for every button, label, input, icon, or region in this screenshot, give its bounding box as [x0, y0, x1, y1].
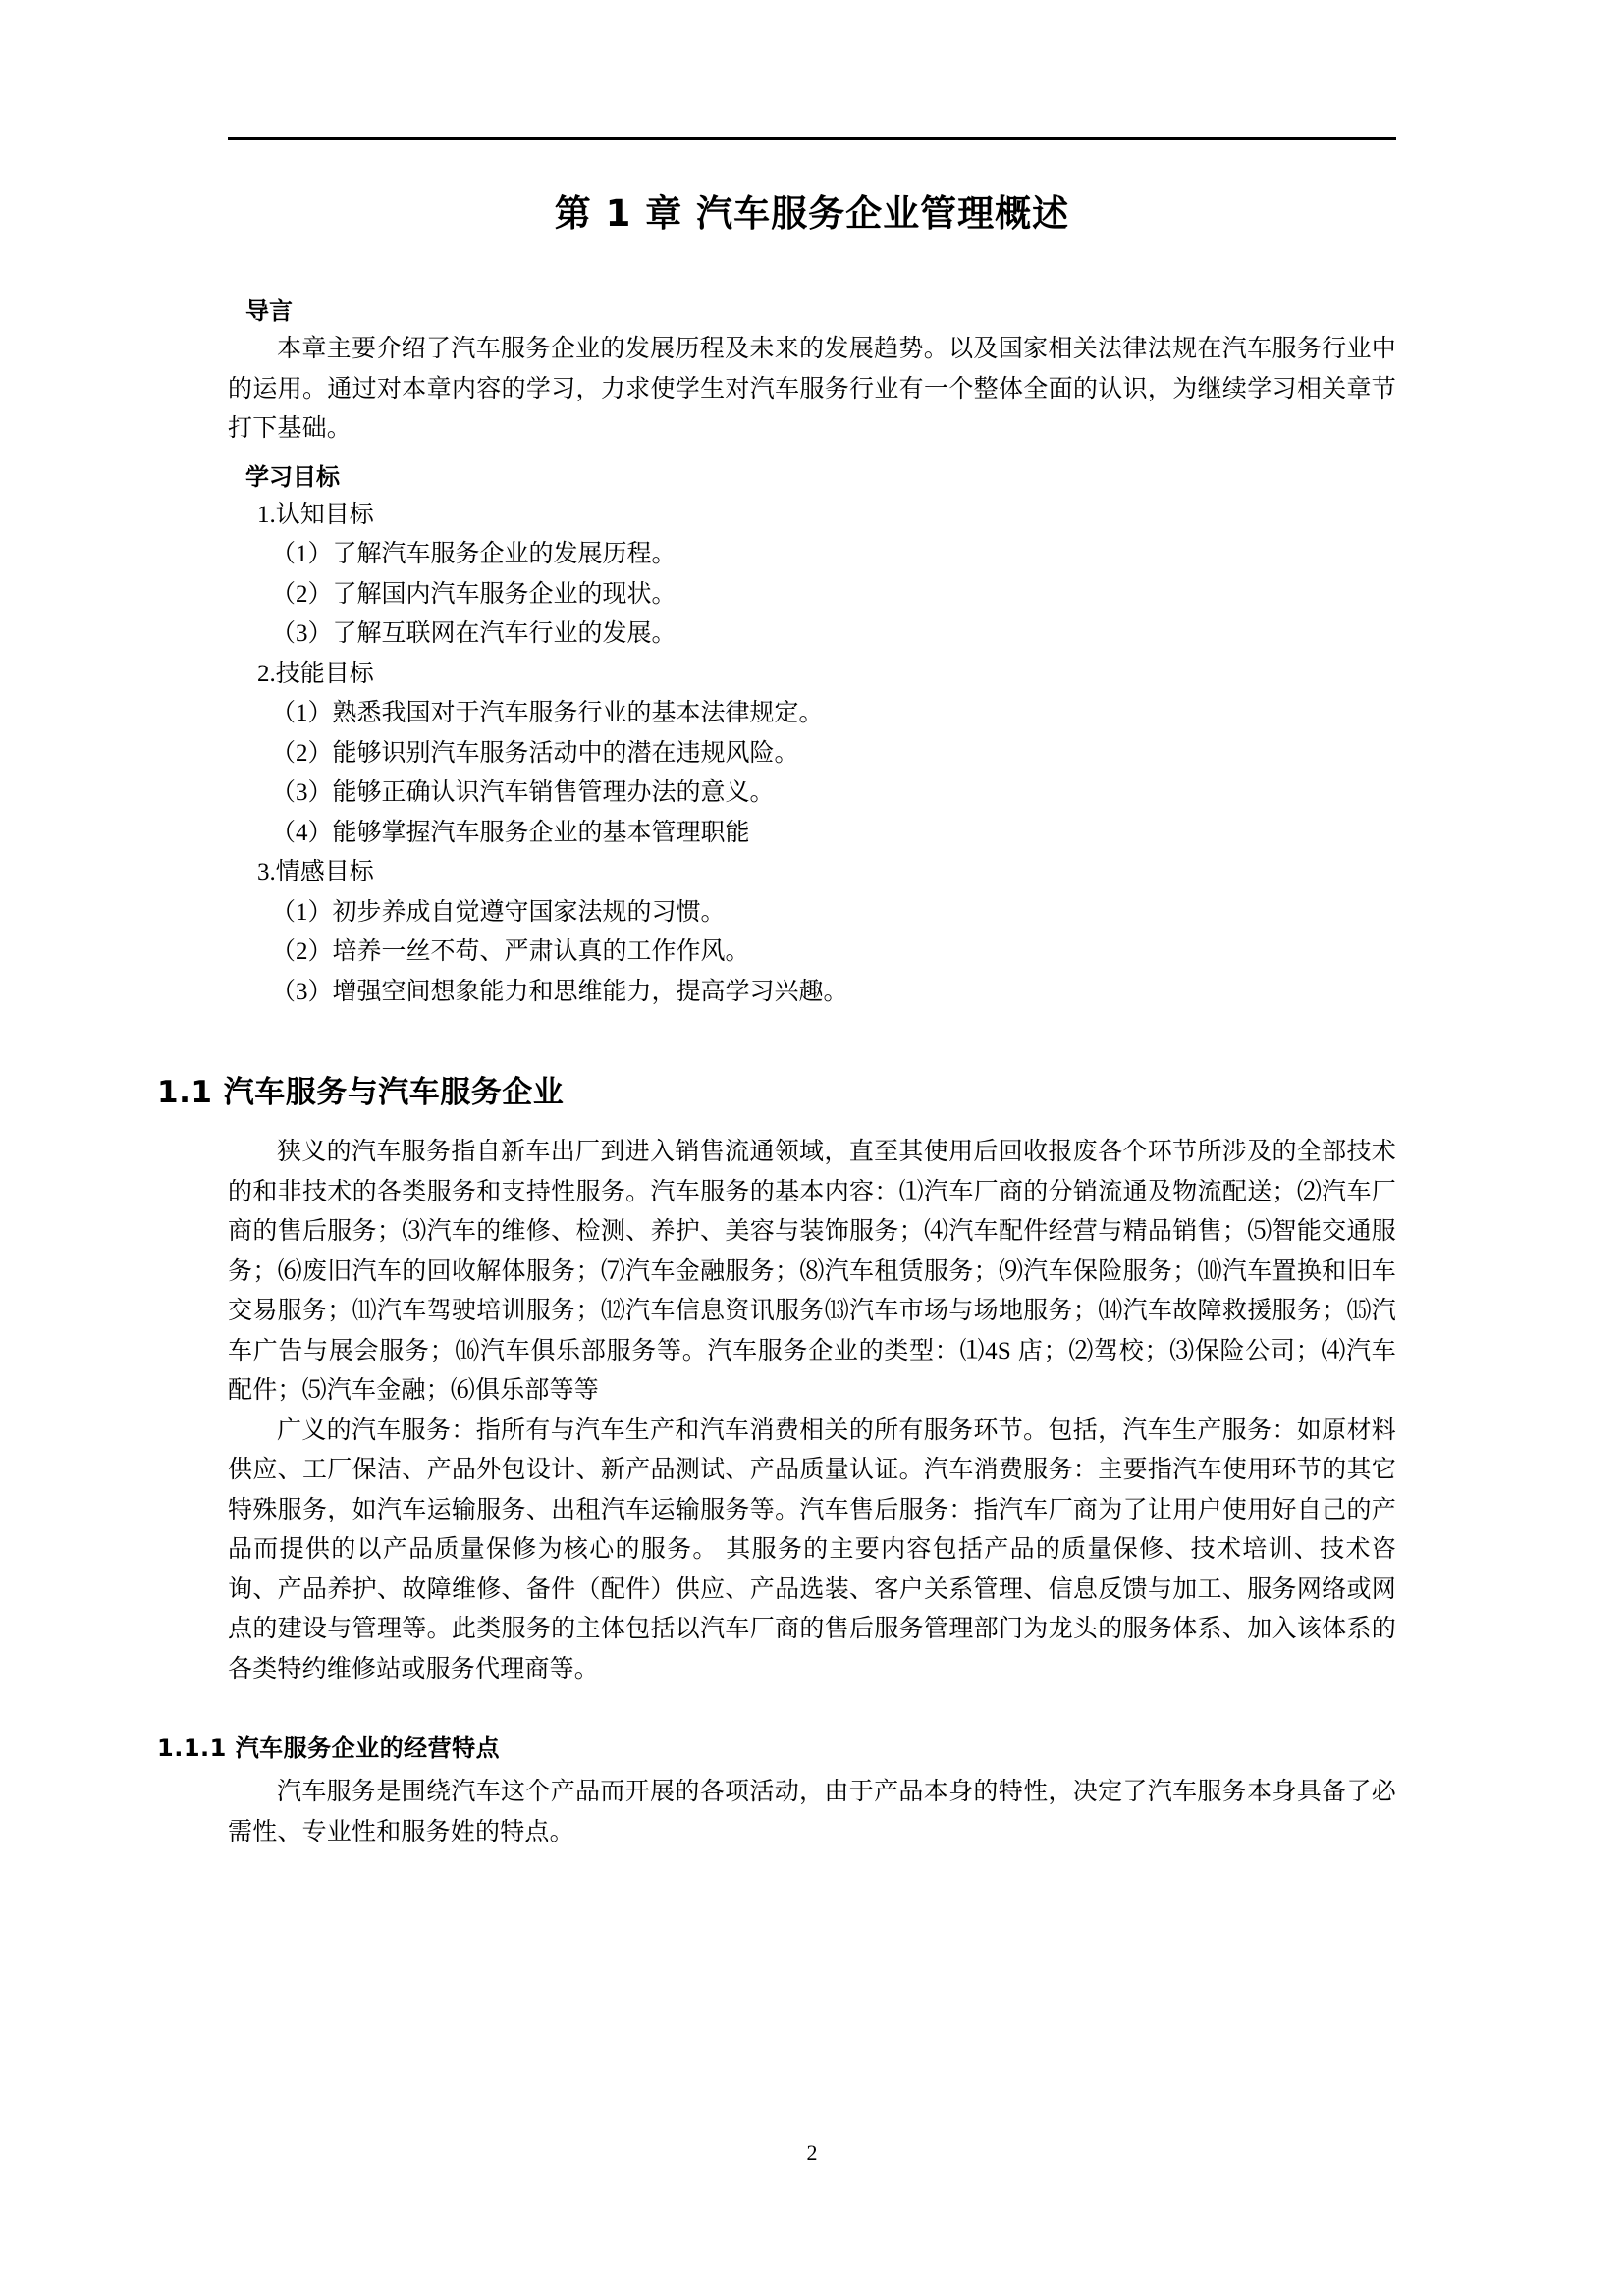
section-1-1-1-paragraph-1: 汽车服务是围绕汽车这个产品而开展的各项活动，由于产品本身的特性，决定了汽车服务本身具备了必需性、专业性和服务姓的特点。	[228, 1779, 1396, 1845]
objective-item: （1）初步养成自觉遵守国家法规的习惯。	[271, 898, 726, 926]
objective-item: （2）了解国内汽车服务企业的现状。	[271, 580, 677, 608]
objectives-label: 学习目标	[245, 462, 340, 491]
page-number: 2	[806, 2140, 818, 2164]
objective-group-title: 2.技能目标	[257, 660, 374, 687]
section-1-1-paragraph-2: 广义的汽车服务：指所有与汽车生产和汽车消费相关的所有服务环节。包括，汽车生产服务：如原材料供应、工厂保洁、产品外包设计、新产品测试、产品质量认证。汽车消费服务：主要指汽车使用环节的其它特殊服务，如汽车运输服务、出租汽车运输服务等。汽车售后服务：指汽车厂商为了让用户使用好自己的产品而提供的以产品质量保修为核心的服务。 其服务的主要内容包括产品的质量保修、技术培训、技术咨询、产品养护、故障维修、备件（配件）供应、产品选装、客户关系管理、信息反馈与加工、服务网络或网点的建设与管理等。此类服务的主体包括以汽车厂商的售后服务管理部门为龙头的服务体系、加入该体系的各类特约维修站或服务代理商等。	[228, 1416, 1396, 1682]
header-rule	[228, 137, 1396, 140]
objective-group-title: 3.情感目标	[257, 859, 374, 885]
objective-item: （3）能够正确认识汽车销售管理办法的意义。	[271, 779, 775, 806]
section-1-1-paragraph-1: 狭义的汽车服务指自新车出厂到进入销售流通领域，直至其使用后回收报废各个环节所涉及的全部技术的和非技术的各类服务和支持性服务。汽车服务的基本内容：⑴汽车厂商的分销流通及物流配送；⑵汽车厂商的售后服务；⑶汽车的维修、检测、养护、美容与装饰服务；⑷汽车配件经营与精品销售；⑸智能交通服务；⑹废旧汽车的回收解体服务；⑺汽车金融服务；⑻汽车租赁服务；⑼汽车保险服务；⑽汽车置换和旧车交易服务；⑾汽车驾驶培训服务；⑿汽车信息资讯服务⒀汽车市场与场地服务；⒁汽车故障救援服务；⒂汽车广告与展会服务；⒃汽车俱乐部服务等。汽车服务企业的类型：⑴4S 店；⑵驾校；⑶保险公司；⑷汽车配件；⑸汽车金融；⑹俱乐部等等	[228, 1139, 1396, 1404]
section-heading-1-1-1: 1.1.1 汽车服务企业的经营特点	[157, 1735, 501, 1762]
objective-item: （3）了解互联网在汽车行业的发展。	[271, 620, 677, 647]
objective-item: （3）增强空间想象能力和思维能力，提高学习兴趣。	[271, 978, 848, 1005]
objective-item: （1）熟悉我国对于汽车服务行业的基本法律规定。	[271, 700, 824, 726]
section-heading-1-1: 1.1 汽车服务与汽车服务企业	[157, 1075, 565, 1110]
page-content	[157, 137, 1396, 1852]
intro-paragraph: 本章主要介绍了汽车服务企业的发展历程及未来的发展趋势。以及国家相关法律法规在汽车服务行业中的运用。通过对本章内容的学习，力求使学生对汽车服务行业有一个整体全面的认识，为继续学习相关章节打下基础。	[228, 336, 1396, 442]
objective-item: （1）了解汽车服务企业的发展历程。	[271, 541, 677, 567]
objective-group-title: 1.认知目标	[257, 501, 374, 528]
intro-label: 导言	[245, 297, 293, 325]
objective-item: （4）能够掌握汽车服务企业的基本管理职能	[271, 819, 750, 846]
chapter-title: 第 1 章 汽车服务企业管理概述	[554, 192, 1070, 235]
objective-item: （2）能够识别汽车服务活动中的潜在违规风险。	[271, 739, 799, 767]
objective-item: （2）培养一丝不苟、严肃认真的工作作风。	[271, 938, 750, 965]
